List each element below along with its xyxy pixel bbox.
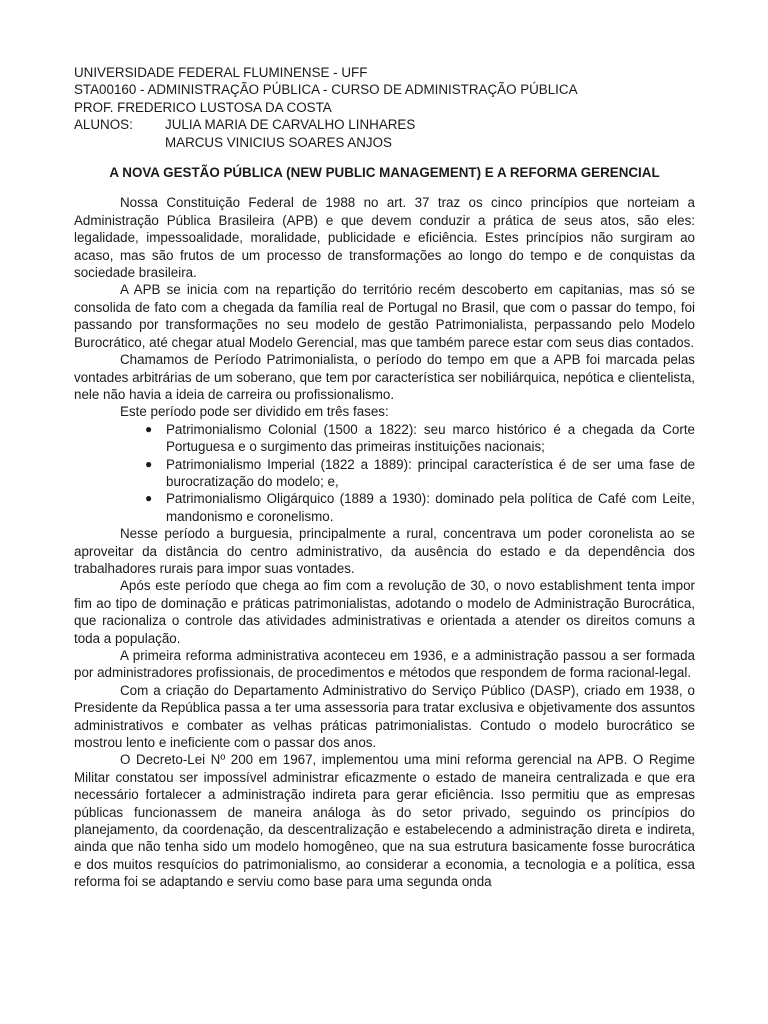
paragraph: Nesse período a burguesia, principalmente a rural, concentrava um poder coronelista ao se aproveitar da distância do centro administrativo, da ausência do estado e da dependência dos trabalhadores rurais para impor suas vontades. xyxy=(74,526,695,576)
paragraph: Chamamos de Período Patrimonialista, o período do tempo em que a APB foi marcada pelas vontades arbitrárias de um soberano, que tem por característica ser nobiliárquica, nepótica e clientelista, nele não havia a ideia de carreira ou profissionalismo. xyxy=(74,352,695,402)
bullet-icon: ● xyxy=(145,421,153,436)
student-name: JULIA MARIA DE CARVALHO LINHARES xyxy=(165,117,416,133)
list-item-text: Patrimonialismo Imperial (1822 a 1889): principal característica é de ser uma fase de burocratização do modelo; e, xyxy=(166,456,695,489)
list-item xyxy=(145,421,695,456)
students-label: ALUNOS: xyxy=(74,117,133,133)
paragraph: A APB se inicia com na repartição do território recém descoberto em capitanias, mas só se consolida de fato com a chegada da família real de Portugal no Brasil, que com o passar do tempo, foi passando por transformações no seu modelo de gestão Patrimonialista, perpassando pelo Modelo Burocrático, até chegar atual Modelo Gerencial, mas que também parece estar com seus dias contados. xyxy=(74,282,695,350)
bullet-icon: ● xyxy=(145,456,153,471)
bullet-icon: ● xyxy=(145,491,153,506)
paragraph: Este período pode ser dividido em três fases: xyxy=(120,404,389,420)
student-name: MARCUS VINICIUS SOARES ANJOS xyxy=(165,134,392,150)
students-list xyxy=(165,116,415,151)
paragraph: A primeira reforma administrativa aconteceu em 1936, e a administração passou a ser formada por administradores profissionais, de procedimentos e métodos que respondem de forma racional-legal. xyxy=(74,648,695,681)
phases-list xyxy=(74,421,695,525)
university-name: UNIVERSIDADE FEDERAL FLUMINENSE - UFF xyxy=(74,65,368,80)
list-item xyxy=(145,490,695,525)
students-block xyxy=(74,116,695,151)
paragraph: Nossa Constituição Federal de 1988 no art. 37 traz os cinco princípios que norteiam a Administração Pública Brasileira (APB) e que devem conduzir a prática de seus atos, são eles: legalidade, impessoalidade, moralidade, publicidade e eficiência. Estes princípios não surgiram ao acaso, mas são frutos de um processo de transformações ao longo do tempo e de conquistas da sociedade brasileira. xyxy=(74,195,695,281)
paragraph: O Decreto-Lei Nº 200 em 1967, implementou uma mini reforma gerencial na APB. O Regime Militar constatou ser impossível administrar eficazmente o estado de maneira centralizada e que era necessário fortalecer a administração indireta para gerar eficiência. Isso permitiu que as empresas públicas funcionassem de maneira análoga às do setor privado, seguindo os princípios do planejamento, da coordenação, da descentralização e estabelecendo a administração direta e indireta, ainda que não tenha sido um modelo homogêneo, que na sua estrutura basicamente fosse burocrática e dos muitos resquícios do patrimonialismo, ao considerar a economia, a tecnologia e a política, essa reforma foi se adaptando e serviu como base para uma segunda onda xyxy=(74,752,695,890)
paragraph: Com a criação do Departamento Administrativo do Serviço Público (DASP), criado em 1938, o Presidente da República passa a ter uma assessoria para tratar exclusiva e objetivamente dos assuntos administrativos e combater as velhas práticas patrimonialistas. Contudo o modelo burocrático se mostrou lento e ineficiente com o passar dos anos. xyxy=(74,682,695,751)
course-name: STA00160 - ADMINISTRAÇÃO PÚBLICA - CURSO DE ADMINISTRAÇÃO PÚBLICA xyxy=(74,82,578,98)
document-title: A NOVA GESTÃO PÚBLICA (NEW PUBLIC MANAGEMENT) E A REFORMA GERENCIAL xyxy=(109,165,660,181)
list-item xyxy=(145,456,695,491)
document-page xyxy=(74,64,695,891)
list-item-text: Patrimonialismo Oligárquico (1889 a 1930): dominado pela política de Café com Leite, mandonismo e coronelismo. xyxy=(166,491,695,524)
paragraph: Após este período que chega ao fim com a revolução de 30, o novo establishment tenta impor fim ao tipo de dominação e práticas patrimonialistas, adotando o modelo de Administração Burocrática, que racionaliza o controle das atividades administrativas e orientada a atender os direitos comuns a toda a população. xyxy=(74,578,695,646)
list-item-text: Patrimonialismo Colonial (1500 a 1822): seu marco histórico é a chegada da Corte Portuguesa e o surgimento das primeiras instituições nacionais; xyxy=(166,421,695,455)
professor-name: PROF. FREDERICO LUSTOSA DA COSTA xyxy=(74,99,332,115)
